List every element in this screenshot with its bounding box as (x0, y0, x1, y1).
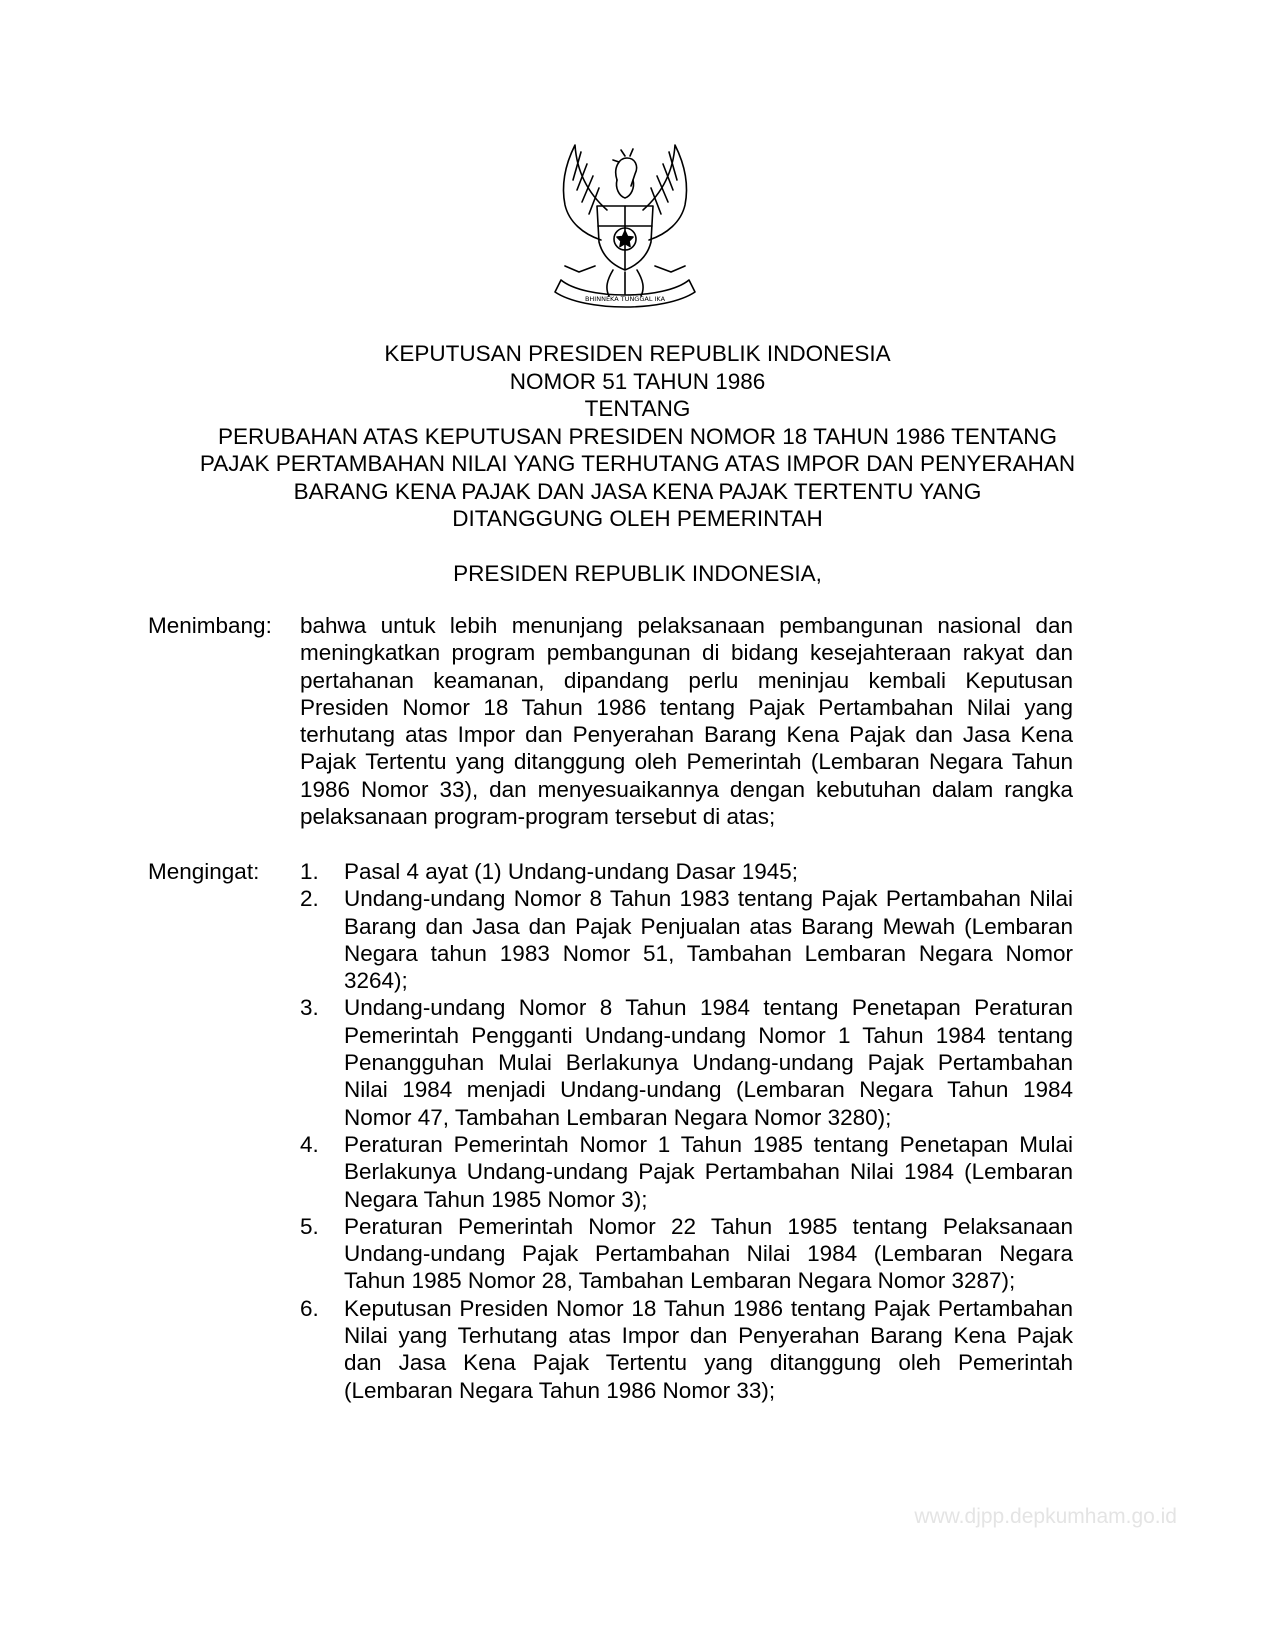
item-number: 3. (300, 995, 319, 1021)
garuda-pancasila-icon (535, 140, 715, 315)
list-item (300, 1131, 1073, 1213)
decree-title (140, 340, 1135, 533)
item-number: 1. (300, 859, 319, 884)
mengingat-label: Mengingat: (148, 859, 260, 884)
title-line: NOMOR 51 TAHUN 1986 (509, 368, 766, 394)
title-line: DITANGGUNG OLEH PEMERINTAH (452, 506, 823, 531)
item-number: 6. (300, 1295, 319, 1321)
list-item (300, 1295, 1073, 1404)
list-item (300, 858, 1073, 885)
menimbang-text: bahwa untuk lebih menunjang pelaksanaan pembangunan nasional dan meningkatkan program pembangunan di bidang kesejahteraan rakyat dan pertahanan keamanan, dipandang perlu meninjau kembali Keputusan Presiden Nomor 18 Tahun 1986 tentang Pajak Pertambahan Nilai yang terhutang atas Impor dan Penyerahan Barang Kena Pajak dan Jasa Kena Pajak Tertentu yang ditanggung oleh Pemerintah (Lembaran Negara Tahun 1986 Nomor 33), dan menyesuaikannya dengan kebutuhan dalam rangka pelaksanaan program-program tersebut di atas; (300, 613, 1073, 830)
emblem-motto: BHINNEKA TUNGGAL IKA (584, 295, 666, 303)
mengingat-list (300, 858, 1073, 1404)
item-number: 4. (300, 1131, 319, 1157)
list-item (300, 1213, 1073, 1295)
title-line: BARANG KENA PAJAK DAN JASA KENA PAJAK TERTENTU YANG (293, 478, 982, 504)
list-item (300, 885, 1073, 994)
watermark: www.djpp.depkumham.go.id (914, 1505, 1177, 1528)
item-text: Peraturan Pemerintah Nomor 22 Tahun 1985 tentang Pelaksanaan Undang-undang Pajak Pertambahan Nilai 1984 (Lembaran Negara Tahun 1985 Nomor 28, Tambahan Lembaran Negara Nomor 3287); (344, 1213, 1073, 1294)
item-text: Peraturan Pemerintah Nomor 1 Tahun 1985 tentang Penetapan Mulai Berlakunya Undang-undang Pajak Pertambahan Nilai 1984 (Lembaran Negara Tahun 1985 Nomor 3); (344, 1131, 1073, 1212)
item-text: Keputusan Presiden Nomor 18 Tahun 1986 tentang Pajak Pertambahan Nilai yang Terhutang atas Impor dan Penyerahan Barang Kena Pajak dan Jasa Kena Pajak Tertentu yang ditanggung oleh Pemerintah (Lembaran Negara Tahun 1986 Nomor 33); (344, 1295, 1073, 1403)
title-line: TENTANG (584, 396, 691, 421)
item-number: 2. (300, 886, 319, 912)
list-item (300, 994, 1073, 1130)
title-line: PERUBAHAN ATAS KEPUTUSAN PRESIDEN NOMOR 18 TAHUN 1986 TENTANG (218, 423, 1057, 449)
item-text: Undang-undang Nomor 8 Tahun 1983 tentang Pajak Pertambahan Nilai Barang dan Jasa dan Pajak Penjualan atas Barang Mewah (Lembaran Negara tahun 1983 Nomor 51, Tambahan Lembaran Negara Nomor 3264); (344, 886, 1073, 994)
menimbang-label: Menimbang: (148, 613, 272, 638)
item-text: Pasal 4 ayat (1) Undang-undang Dasar 1945; (344, 859, 799, 884)
item-text: Undang-undang Nomor 8 Tahun 1984 tentang Penetapan Peraturan Pemerintah Pengganti Undang-undang Nomor 1 Tahun 1984 tentang Penangguhan Mulai Berlakunya Undang-undang Pajak Pertambahan Nilai 1984 menjadi Undang-undang (Lembaran Negara Tahun 1984 Nomor 47, Tambahan Lembaran Negara Nomor 3280); (344, 995, 1073, 1130)
president-heading: PRESIDEN REPUBLIK INDONESIA, (453, 561, 822, 586)
item-number: 5. (300, 1213, 319, 1239)
title-line: KEPUTUSAN PRESIDEN REPUBLIK INDONESIA (384, 341, 891, 366)
title-line: PAJAK PERTAMBAHAN NILAI YANG TERHUTANG ATAS IMPOR DAN PENYERAHAN (199, 451, 1076, 476)
